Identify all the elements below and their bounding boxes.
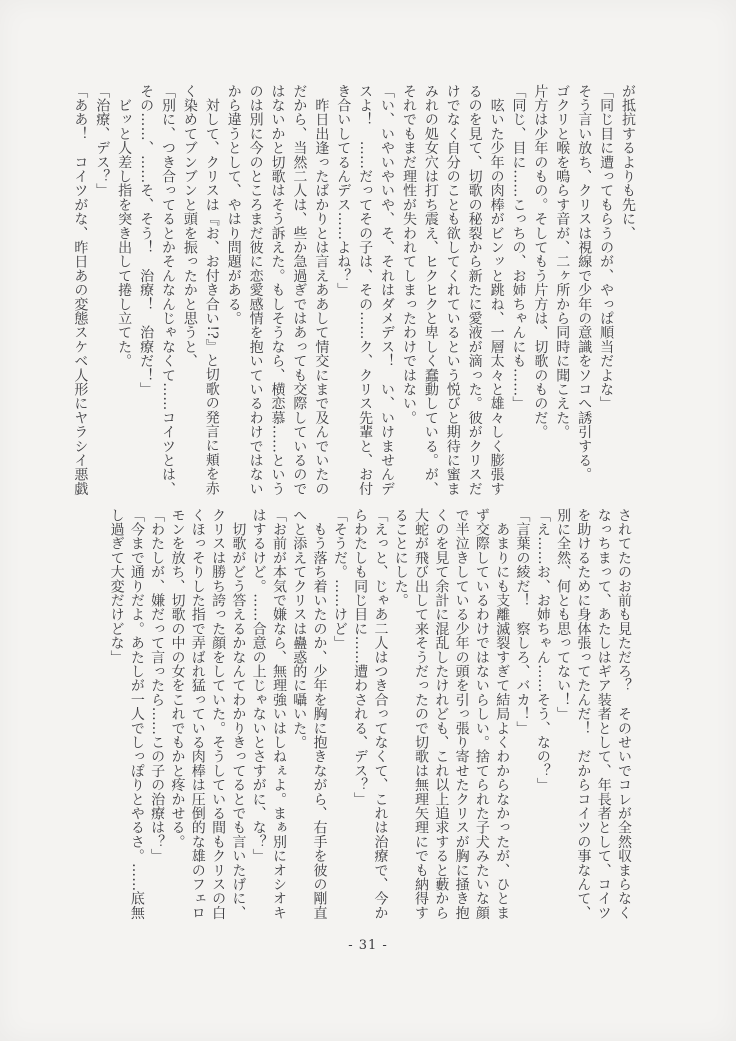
text-line: ゴクリと喉を鳴らす音が、二ヶ所から同時に聞こえた。 [554, 84, 571, 439]
text-line: 対して、クリスは『お、お付き合い!?』と切歌の発言に頬を赤 [203, 84, 220, 496]
text-line: そう言い放ち、クリスは視線で少年の意識をソコへ誘引する。 [576, 84, 593, 482]
text-line: 「同じ、目に……こっちの、お姉ちゃんにも……」 [510, 84, 527, 411]
text-block-top [68, 84, 638, 500]
text-line: クリスは勝ち誇った顔をしていた。そうしている間もクリスの白 [210, 508, 227, 920]
text-line: らわたしも同じ目に……遭わされる、デス？」 [352, 508, 369, 807]
text-line: モンを放ち、切歌の中の女をこれでもかと疼かせる。 [169, 508, 186, 849]
text-line: 大蛇が飛び出して来そうだったので切歌は無理矢理にでも納得す [413, 508, 430, 920]
page-number: - 31 - [348, 938, 388, 953]
text-line: その……、……そ、そう！ 治療！ 治療だ！」 [138, 84, 155, 397]
text-line: のは別に今のところまだ彼に恋愛感情を抱いているわけではない [247, 84, 264, 496]
text-line: けでなく自分のことも欲してくれているという悦びと期待に蜜ま [444, 84, 461, 496]
text-line: 「別に、つき合ってるとかそんなんじゃなくて……コイツとは、 [159, 84, 176, 496]
text-block-bottom [106, 508, 634, 936]
text-line: から違うとして、やはり問題がある。 [225, 84, 242, 326]
text-line: スよ！ ……だってその子は、その……ク、クリス先輩と、お付 [357, 84, 374, 496]
text-line: 呟いた少年の肉棒がビンッと跳ね、一層太々と雄々しく膨張す [488, 84, 505, 496]
text-line: を助けるために身体張ってたんだ！ だからコイツの事なんて、 [575, 508, 592, 920]
text-line: が抵抗するよりも先に、 [620, 84, 636, 241]
text-line: 別に全然、何とも思ってない！」 [555, 508, 572, 721]
text-line: くほっそりした指で弄ばれ猛っている肉棒は圧倒的な雄のフェロ [189, 508, 206, 920]
text-line: それでもまだ理性が失われてしまったわけではない。 [400, 84, 417, 425]
text-line: 昨日出逢ったばかりとは言えああして情交にまで及んでいたの [313, 84, 330, 496]
text-line: はするけど。……合意の上じゃないとさすがに、な？」 [250, 508, 267, 863]
text-line: 「え……お、お姉ちゃん……そう、なの？」 [534, 508, 551, 792]
text-line: なっちまって、あたしはギア装者として、年長者として、コイツ [595, 508, 612, 920]
text-line: き合いしてるんデス……よね？」 [335, 84, 352, 297]
text-line: 「同じ目に遭ってもらうのが、やっぱ順当だよな」 [598, 84, 615, 411]
text-line: し過ぎて大変だけどな」 [108, 508, 125, 665]
text-line: ず交際しているわけではないらしい。捨てられた子犬みたいな顔 [473, 508, 490, 920]
text-line: 「わたしが、嫌だって言ったら……この子の治療は？」 [149, 508, 166, 863]
text-line: されてたのお前も見ただろ？ そのせいでコレが全然収まらなく [616, 508, 632, 920]
text-line: もう落ち着いたのか、少年を胸に抱きながら、右手を彼の剛直 [311, 508, 328, 920]
text-line: だから、当然二人は、些か急過ぎではあっても交際しているので [291, 84, 308, 496]
text-line: 「えっと、じゃあ二人はつき合ってなくて、これは治療で、今か [372, 508, 389, 920]
text-line: はないかと切歌はそう訴えた。もしそうなら、横恋慕……という [269, 84, 286, 496]
text-line: 「言葉の綾だ！ 察しろ、バカ！」 [514, 508, 531, 736]
text-line: 「い、いやいやいや、そ、それはダメデス！ い、いけませんデ [379, 84, 396, 496]
text-line: 「ああ！ コイツがな、昨日あの変態スケベ人形にヤラシイ悪戯 [72, 84, 89, 496]
text-line: 「お前が本気で嫌なら、無理強いはしねぇよ。まぁ別にオシオキ [270, 508, 287, 920]
text-line: 「治療、デス？」 [94, 84, 111, 198]
text-line: へと添えてクリスは蠱惑的に囁いた。 [291, 508, 308, 750]
text-line: 「今まで通りだよ。あたしが一人でしっぽりとやるさ。……底無 [128, 508, 145, 920]
text-line: で半泣きしている少年の頭を引っ張り寄せたクリスが胸に掻き抱 [453, 508, 470, 920]
text-line: 片方は少年のもの。そしてもう片方は、切歌のものだ。 [532, 84, 549, 439]
text-line: るのを見て、切歌の秘裂から新たに愛液が滴った。彼がクリスだ [466, 84, 483, 496]
text-line: 「そうだ。……けど」 [331, 508, 348, 650]
text-line: みれの処女穴は打ち震え、ヒクヒクと卑しく蠢動している。が、 [422, 84, 439, 496]
text-line: くのを見て余計に混乱したけれども、これ以上追求すると藪から [433, 508, 450, 920]
text-line: ビッと人差し指を突き出して捲し立てた。 [116, 84, 133, 368]
text-line: ることにした。 [392, 508, 409, 608]
text-line: あまりにも支離滅裂すぎて結局よくわからなかったが、ひとま [494, 508, 511, 920]
text-line: 切歌がどう答えるかなんてわかりきってるとでも言いたげに、 [230, 508, 247, 920]
text-line: く染めてブンブンと頭を振ったかと思うと、 [181, 84, 198, 368]
